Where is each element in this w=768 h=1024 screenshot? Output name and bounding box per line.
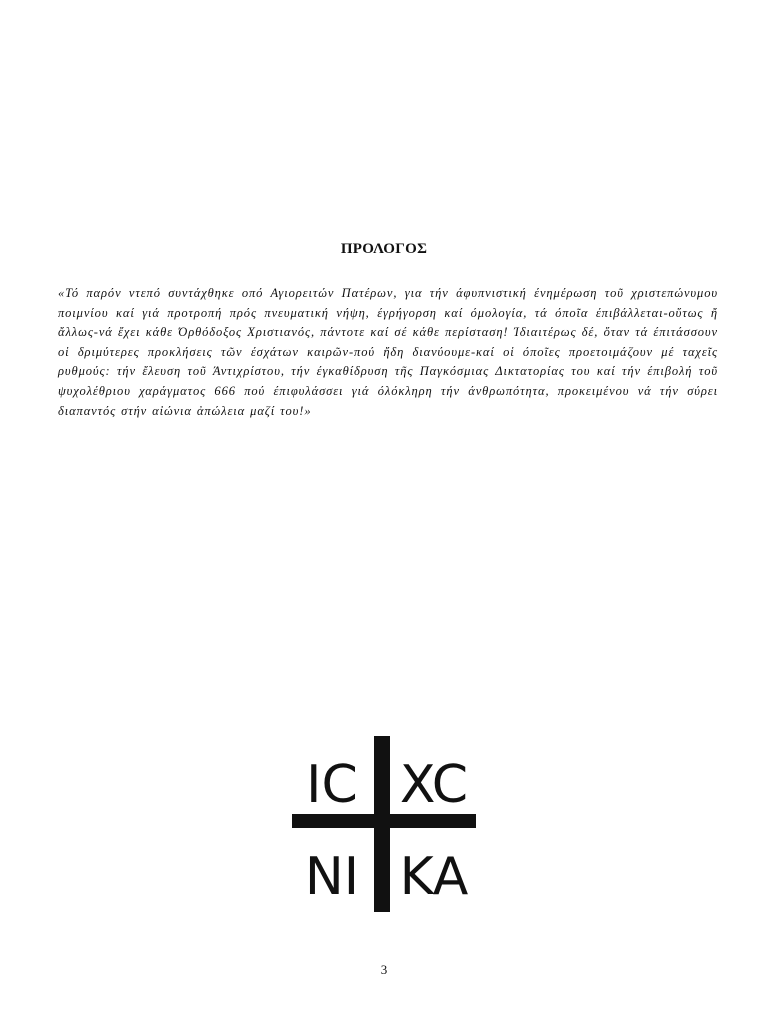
- prologue-paragraph: «Τό παρόν ντεπό συντάχθηκε οπό Αγιορειτών Πατέρων, για τήν άφυπνιστική ένημέρωση τοῦ χριστεπώνυμου ποιμνίου καί γιά προτροπή πρός πνευματική νήψη, έγρήγορση καί όμολογία, τά όποῖα έπιβάλλεται-οὕτως ἤ ἄλλως-νά ἔχει κάθε Όρθόδοξος Χριστιανός, πάντοτε καί σέ κάθε περίσταση! Ίδιαιτέρως δέ, ὅταν τά έπιτάσσουν οἱ δριμύτερες προκλήσεις τῶν έσχάτων καιρῶν-πού ἤδη διανύουμε-καί οἱ όποῖες προετοιμάζουν μέ ταχεῖς ρυθμούς: τήν ἔλευση τοῦ Άντιχρίστου, τήν έγκαθίδρυση τῆς Παγκόσμιας Δικτατορίας του καί τήν έπιβολή τοῦ ψυχολέθριου χαράγματος 666 πού έπιφυλάσσει γιά όλόκληρη τήν άνθρωπότητα, προκειμένου νά τήν σύρει διαπαντός στήν αἰώνια ἀπώλεια μαζί του!»: [58, 286, 718, 418]
- page-number: 3: [380, 962, 388, 977]
- emblem-ni-text: NI: [304, 847, 360, 907]
- cross-horizontal-bar: [292, 814, 476, 828]
- page-title: ΠΡΟΛΟΓΟΣ: [340, 241, 428, 257]
- emblem-xc-text: XC: [399, 755, 469, 815]
- emblem-ic-text: IC: [306, 755, 358, 815]
- ic-xc-nika-cross-icon: [284, 728, 484, 918]
- emblem-ka-text: KA: [399, 847, 469, 907]
